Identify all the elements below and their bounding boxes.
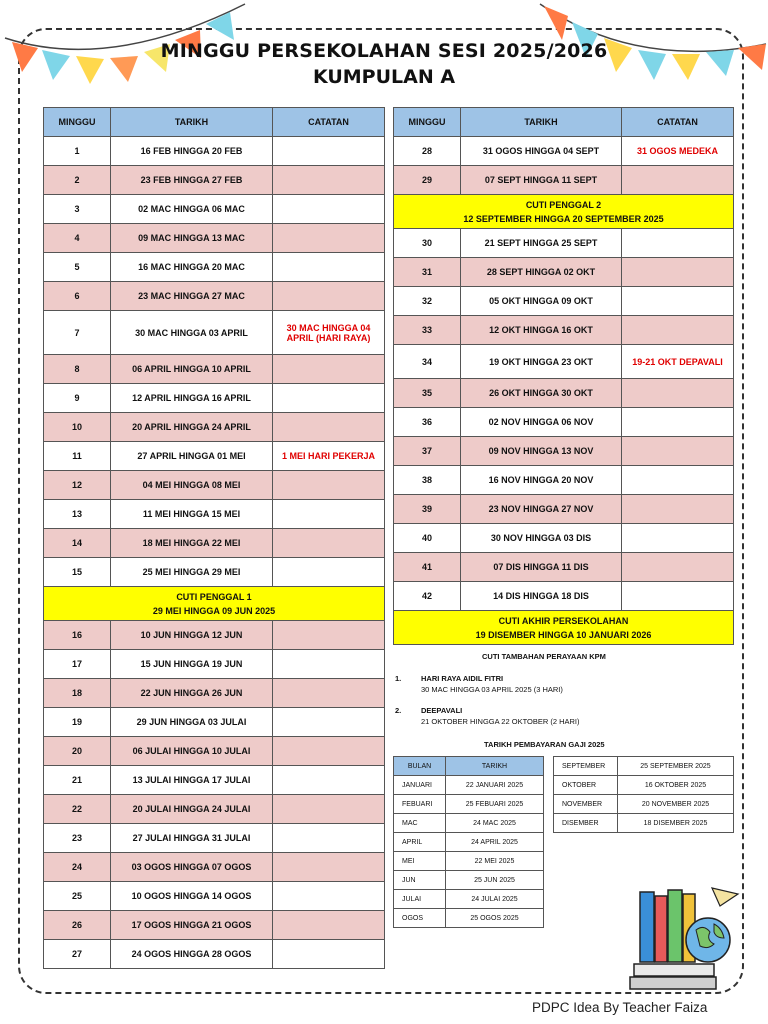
week-number: 14 (44, 529, 111, 558)
week-row (394, 466, 734, 495)
week-dates: 07 DIS HINGGA 11 DIS (461, 553, 622, 582)
gaji-bulan: SEPTEMBER (554, 757, 618, 776)
gaji-tarikh: 18 DISEMBER 2025 (618, 814, 734, 833)
week-number: 13 (44, 500, 111, 529)
week-note: 19-21 OKT DEPAVALI (622, 345, 734, 379)
week-number: 29 (394, 166, 461, 195)
week-dates: 09 MAC HINGGA 13 MAC (111, 224, 273, 253)
cuti-item-name: DEEPAVALI (421, 706, 463, 715)
week-number: 11 (44, 442, 111, 471)
holiday-dates: 12 SEPTEMBER HINGGA 20 SEPTEMBER 2025 (463, 213, 664, 224)
gaji-bulan: NOVEMBER (554, 795, 618, 814)
week-row (44, 311, 385, 355)
week-number: 9 (44, 384, 111, 413)
week-dates: 12 APRIL HINGGA 16 APRIL (111, 384, 273, 413)
week-row (44, 471, 385, 500)
gaji-tarikh: 24 JULAI 2025 (446, 890, 544, 909)
week-dates: 12 OKT HINGGA 16 OKT (461, 316, 622, 345)
week-note (273, 737, 385, 766)
gaji-row (554, 814, 734, 833)
gaji-header-bulan: BULAN (394, 757, 446, 776)
gaji-tarikh: 25 JUN 2025 (446, 871, 544, 890)
week-row (44, 253, 385, 282)
cuti-item (395, 674, 725, 694)
week-dates: 27 APRIL HINGGA 01 MEI (111, 442, 273, 471)
week-note (273, 824, 385, 853)
week-number: 1 (44, 137, 111, 166)
gaji-tarikh: 20 NOVEMBER 2025 (618, 795, 734, 814)
gaji-bulan: MEI (394, 852, 446, 871)
week-dates: 06 JULAI HINGGA 10 JULAI (111, 737, 273, 766)
week-dates: 17 OGOS HINGGA 21 OGOS (111, 911, 273, 940)
week-number: 26 (44, 911, 111, 940)
week-dates: 15 JUN HINGGA 19 JUN (111, 650, 273, 679)
week-note (273, 650, 385, 679)
header-tarikh: TARIKH (461, 108, 622, 137)
week-note (273, 384, 385, 413)
week-row (394, 166, 734, 195)
gaji-table-left (393, 756, 544, 928)
week-number: 42 (394, 582, 461, 611)
table-header-row (394, 108, 734, 137)
week-row (394, 524, 734, 553)
week-dates: 30 MAC HINGGA 03 APRIL (111, 311, 273, 355)
gaji-row (394, 890, 544, 909)
week-number: 39 (394, 495, 461, 524)
holiday-row (44, 587, 385, 621)
holiday-row (394, 611, 734, 645)
week-note (273, 621, 385, 650)
week-dates: 23 FEB HINGGA 27 FEB (111, 166, 273, 195)
week-row (394, 345, 734, 379)
gaji-tarikh: 24 APRIL 2025 (446, 833, 544, 852)
week-number: 2 (44, 166, 111, 195)
week-row (394, 553, 734, 582)
week-row (44, 529, 385, 558)
week-dates: 04 MEI HINGGA 08 MEI (111, 471, 273, 500)
week-dates: 24 OGOS HINGGA 28 OGOS (111, 940, 273, 969)
gaji-bulan: DISEMBER (554, 814, 618, 833)
gaji-bulan: JANUARI (394, 776, 446, 795)
week-dates: 05 OKT HINGGA 09 OKT (461, 287, 622, 316)
week-dates: 07 SEPT HINGGA 11 SEPT (461, 166, 622, 195)
gaji-title: TARIKH PEMBAYARAN GAJI 2025 (484, 740, 605, 749)
gaji-bulan: OGOS (394, 909, 446, 928)
table-header-row (44, 108, 385, 137)
week-row (44, 195, 385, 224)
holiday-cell (394, 611, 734, 645)
week-note (622, 408, 734, 437)
cuti-tambahan-title: CUTI TAMBAHAN PERAYAAN KPM (482, 652, 606, 661)
week-note (622, 379, 734, 408)
week-note (622, 229, 734, 258)
week-number: 8 (44, 355, 111, 384)
gaji-header-tarikh: TARIKH (446, 757, 544, 776)
cuti-item-date: 30 MAC HINGGA 03 APRIL 2025 (3 HARI) (421, 685, 563, 694)
gaji-tarikh: 22 MEI 2025 (446, 852, 544, 871)
week-number: 15 (44, 558, 111, 587)
cuti-item-date: 21 OKTOBER HINGGA 22 OKTOBER (2 HARI) (421, 717, 580, 726)
week-number: 33 (394, 316, 461, 345)
week-row (44, 940, 385, 969)
gaji-row (394, 871, 544, 890)
gaji-tarikh: 25 FEBUARI 2025 (446, 795, 544, 814)
week-row (44, 621, 385, 650)
gaji-bulan: JULAI (394, 890, 446, 909)
week-number: 23 (44, 824, 111, 853)
week-number: 21 (44, 766, 111, 795)
week-number: 32 (394, 287, 461, 316)
week-dates: 29 JUN HINGGA 03 JULAI (111, 708, 273, 737)
cuti-item (395, 706, 725, 726)
gaji-row (554, 757, 734, 776)
week-row (44, 355, 385, 384)
week-dates: 20 APRIL HINGGA 24 APRIL (111, 413, 273, 442)
books-globe-illustration (628, 884, 746, 996)
week-number: 4 (44, 224, 111, 253)
week-note (273, 195, 385, 224)
week-note (273, 500, 385, 529)
week-note (273, 940, 385, 969)
week-dates: 13 JULAI HINGGA 17 JULAI (111, 766, 273, 795)
week-number: 38 (394, 466, 461, 495)
week-note (273, 471, 385, 500)
week-dates: 06 APRIL HINGGA 10 APRIL (111, 355, 273, 384)
left-week-table (43, 107, 385, 969)
week-number: 6 (44, 282, 111, 311)
week-row (44, 766, 385, 795)
week-dates: 10 OGOS HINGGA 14 OGOS (111, 882, 273, 911)
week-number: 7 (44, 311, 111, 355)
week-note (622, 524, 734, 553)
week-note (273, 355, 385, 384)
week-note (273, 911, 385, 940)
week-note (273, 529, 385, 558)
week-row (394, 316, 734, 345)
week-number: 28 (394, 137, 461, 166)
week-dates: 25 MEI HINGGA 29 MEI (111, 558, 273, 587)
week-dates: 16 FEB HINGGA 20 FEB (111, 137, 273, 166)
holiday-title: CUTI AKHIR PERSEKOLAHAN (498, 615, 629, 626)
week-row (44, 708, 385, 737)
gaji-row (394, 795, 544, 814)
week-note (273, 766, 385, 795)
week-row (394, 229, 734, 258)
holiday-title: CUTI PENGGAL 1 (176, 591, 252, 602)
week-row (394, 437, 734, 466)
header-tarikh: TARIKH (111, 108, 273, 137)
week-number: 36 (394, 408, 461, 437)
week-row (44, 650, 385, 679)
week-row (394, 287, 734, 316)
week-number: 41 (394, 553, 461, 582)
cuti-tambahan-list (395, 674, 725, 733)
week-note (273, 282, 385, 311)
week-dates: 02 NOV HINGGA 06 NOV (461, 408, 622, 437)
week-dates: 10 JUN HINGGA 12 JUN (111, 621, 273, 650)
gaji-bulan: FEBUARI (394, 795, 446, 814)
gaji-row (394, 814, 544, 833)
week-note (273, 882, 385, 911)
week-number: 18 (44, 679, 111, 708)
week-number: 12 (44, 471, 111, 500)
week-row (44, 137, 385, 166)
week-row (394, 408, 734, 437)
week-dates: 31 OGOS HINGGA 04 SEPT (461, 137, 622, 166)
week-dates: 19 OKT HINGGA 23 OKT (461, 345, 622, 379)
week-note (622, 258, 734, 287)
week-note (622, 553, 734, 582)
week-dates: 09 NOV HINGGA 13 NOV (461, 437, 622, 466)
holiday-cell (394, 195, 734, 229)
gaji-header-row (394, 757, 544, 776)
page-subtitle: KUMPULAN A (312, 66, 456, 88)
week-number: 30 (394, 229, 461, 258)
week-row (44, 413, 385, 442)
week-row (44, 795, 385, 824)
header-catatan: CATATAN (273, 108, 385, 137)
week-dates: 22 JUN HINGGA 26 JUN (111, 679, 273, 708)
week-note (622, 466, 734, 495)
week-row (44, 442, 385, 471)
page-title: MINGGU PERSEKOLAHAN SESI 2025/2026 (160, 40, 608, 62)
holiday-title: CUTI PENGGAL 2 (525, 199, 602, 210)
week-dates: 20 JULAI HINGGA 24 JULAI (111, 795, 273, 824)
week-note (622, 287, 734, 316)
week-dates: 18 MEI HINGGA 22 MEI (111, 529, 273, 558)
week-number: 37 (394, 437, 461, 466)
week-dates: 23 MAC HINGGA 27 MAC (111, 282, 273, 311)
week-dates: 23 NOV HINGGA 27 NOV (461, 495, 622, 524)
week-row (44, 166, 385, 195)
week-row (44, 882, 385, 911)
week-row (394, 495, 734, 524)
week-dates: 03 OGOS HINGGA 07 OGOS (111, 853, 273, 882)
gaji-tarikh: 22 JANUARI 2025 (446, 776, 544, 795)
week-dates: 14 DIS HINGGA 18 DIS (461, 582, 622, 611)
gaji-table-right (553, 756, 734, 833)
week-row (44, 737, 385, 766)
week-note (273, 708, 385, 737)
week-row (44, 500, 385, 529)
week-note: 30 MAC HINGGA 04 APRIL (HARI RAYA) (273, 311, 385, 355)
right-week-table (393, 107, 734, 645)
cuti-item-number: 2. (395, 706, 402, 715)
week-number: 20 (44, 737, 111, 766)
week-note (622, 166, 734, 195)
header-catatan: CATATAN (622, 108, 734, 137)
week-number: 27 (44, 940, 111, 969)
cuti-item-name: HARI RAYA AIDIL FITRI (421, 674, 504, 683)
week-number: 17 (44, 650, 111, 679)
week-number: 3 (44, 195, 111, 224)
week-note (622, 495, 734, 524)
week-number: 31 (394, 258, 461, 287)
week-note (273, 795, 385, 824)
gaji-bulan: JUN (394, 871, 446, 890)
header-minggu: MINGGU (44, 108, 111, 137)
week-row (44, 384, 385, 413)
week-dates: 21 SEPT HINGGA 25 SEPT (461, 229, 622, 258)
gaji-row (554, 776, 734, 795)
holiday-dates: 19 DISEMBER HINGGA 10 JANUARI 2026 (475, 629, 652, 640)
gaji-row (394, 776, 544, 795)
week-row (44, 824, 385, 853)
footer-credit: PDPC Idea By Teacher Faiza (532, 1000, 708, 1015)
week-note (622, 437, 734, 466)
week-dates: 27 JULAI HINGGA 31 JULAI (111, 824, 273, 853)
week-note: 1 MEI HARI PEKERJA (273, 442, 385, 471)
gaji-row (394, 909, 544, 928)
gaji-row (394, 852, 544, 871)
week-note (273, 137, 385, 166)
week-note (622, 316, 734, 345)
gaji-tarikh: 25 SEPTEMBER 2025 (618, 757, 734, 776)
week-number: 25 (44, 882, 111, 911)
week-dates: 11 MEI HINGGA 15 MEI (111, 500, 273, 529)
week-row (44, 911, 385, 940)
week-dates: 02 MAC HINGGA 06 MAC (111, 195, 273, 224)
week-row (394, 137, 734, 166)
week-note (273, 558, 385, 587)
week-dates: 16 NOV HINGGA 20 NOV (461, 466, 622, 495)
week-note: 31 OGOS MEDEKA (622, 137, 734, 166)
week-number: 19 (44, 708, 111, 737)
week-note (273, 413, 385, 442)
holiday-cell (44, 587, 385, 621)
week-dates: 16 MAC HINGGA 20 MAC (111, 253, 273, 282)
week-note (622, 582, 734, 611)
gaji-tarikh: 25 OGOS 2025 (446, 909, 544, 928)
gaji-row (554, 795, 734, 814)
week-note (273, 253, 385, 282)
gaji-bulan: OKTOBER (554, 776, 618, 795)
gaji-tarikh: 24 MAC 2025 (446, 814, 544, 833)
week-note (273, 224, 385, 253)
week-row (394, 582, 734, 611)
week-note (273, 166, 385, 195)
week-number: 16 (44, 621, 111, 650)
week-row (394, 258, 734, 287)
week-dates: 28 SEPT HINGGA 02 OKT (461, 258, 622, 287)
gaji-bulan: APRIL (394, 833, 446, 852)
week-number: 10 (44, 413, 111, 442)
week-row (44, 282, 385, 311)
week-row (44, 558, 385, 587)
week-dates: 30 NOV HINGGA 03 DIS (461, 524, 622, 553)
holiday-dates: 29 MEI HINGGA 09 JUN 2025 (152, 605, 276, 616)
gaji-tarikh: 16 OKTOBER 2025 (618, 776, 734, 795)
week-note (273, 853, 385, 882)
week-row (394, 379, 734, 408)
week-note (273, 679, 385, 708)
week-number: 24 (44, 853, 111, 882)
week-number: 5 (44, 253, 111, 282)
week-row (44, 679, 385, 708)
cuti-item-number: 1. (395, 674, 402, 683)
holiday-row (394, 195, 734, 229)
gaji-row (394, 833, 544, 852)
week-dates: 26 OKT HINGGA 30 OKT (461, 379, 622, 408)
week-row (44, 224, 385, 253)
week-number: 40 (394, 524, 461, 553)
week-row (44, 853, 385, 882)
week-number: 34 (394, 345, 461, 379)
header-minggu: MINGGU (394, 108, 461, 137)
week-number: 35 (394, 379, 461, 408)
week-number: 22 (44, 795, 111, 824)
gaji-bulan: MAC (394, 814, 446, 833)
